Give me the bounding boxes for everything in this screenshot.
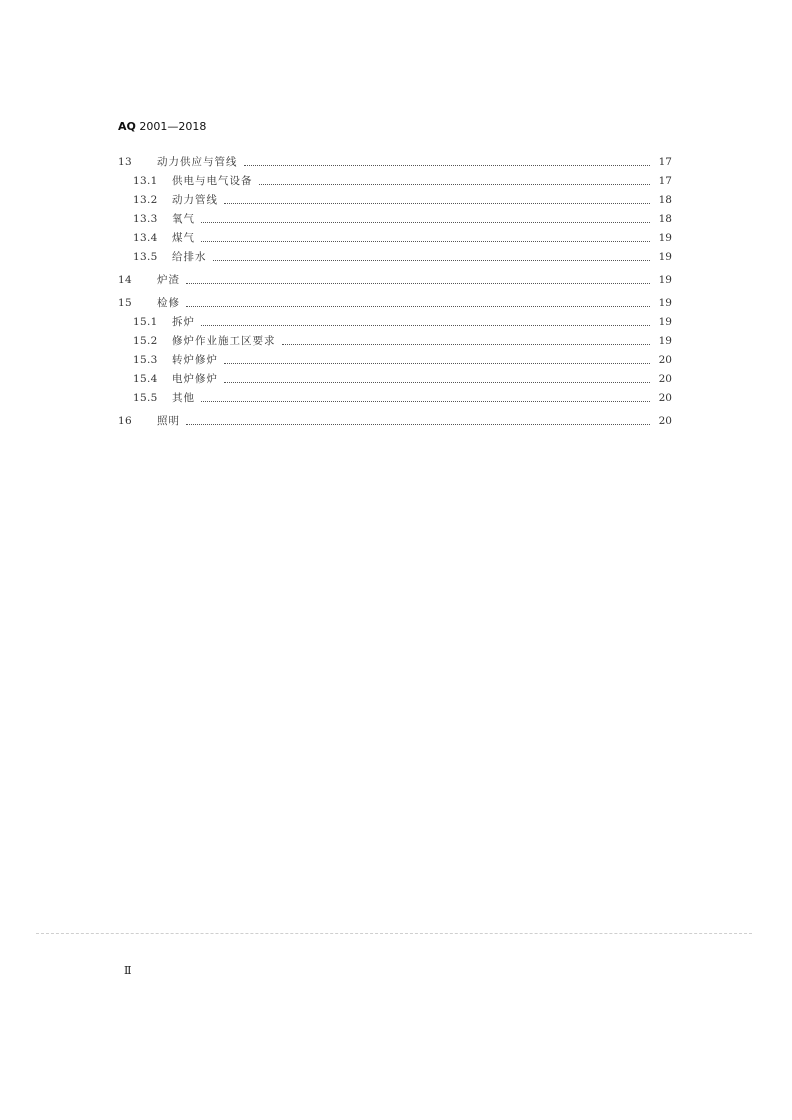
footer-divider — [36, 933, 752, 934]
toc-entry-title: 电炉修炉 — [172, 373, 218, 385]
toc-entry-page: 17 — [658, 155, 672, 168]
standard-code: AQ — [118, 120, 136, 133]
toc-entry-title: 动力管线 — [172, 194, 218, 206]
toc-entry-number: 13.3 — [133, 212, 158, 225]
toc-dot-leader — [224, 202, 650, 204]
standard-year: 2001—2018 — [139, 120, 207, 133]
toc-dot-leader — [244, 164, 651, 166]
toc-entry-title: 照明 — [157, 415, 180, 427]
toc-entry-title: 修炉作业施工区要求 — [172, 335, 276, 347]
toc-entry[interactable] — [118, 228, 672, 247]
toc-entry-page: 20 — [658, 372, 672, 385]
toc-dot-leader — [186, 282, 650, 284]
toc-dot-leader — [201, 240, 650, 242]
toc-entry[interactable] — [118, 247, 672, 266]
toc-entry-number: 15.1 — [133, 315, 158, 328]
toc-entry[interactable] — [118, 152, 672, 171]
toc-entry[interactable] — [118, 369, 672, 388]
toc-entry[interactable] — [118, 171, 672, 190]
toc-entry-page: 19 — [658, 250, 672, 263]
toc-entry-title: 炉渣 — [157, 274, 180, 286]
toc-entry-page: 19 — [658, 273, 672, 286]
toc-entry-number: 14 — [118, 273, 132, 286]
toc-entry-page: 18 — [658, 193, 672, 206]
toc-entry-number: 16 — [118, 414, 132, 427]
toc-entry[interactable] — [118, 293, 672, 312]
toc-entry-number: 15.3 — [133, 353, 158, 366]
toc-entry-number: 13.5 — [133, 250, 158, 263]
toc-entry-number: 15.4 — [133, 372, 158, 385]
toc-entry-page: 19 — [658, 296, 672, 309]
toc-entry-page: 20 — [658, 391, 672, 404]
toc-entry-title: 其他 — [172, 392, 195, 404]
toc-entry[interactable] — [118, 411, 672, 430]
toc-entry-title: 氧气 — [172, 213, 195, 225]
toc-dot-leader — [224, 381, 650, 383]
toc-entry-page: 17 — [658, 174, 672, 187]
toc-entry-number: 15.5 — [133, 391, 158, 404]
standard-number — [118, 120, 206, 133]
toc-dot-leader — [201, 221, 650, 223]
toc-entry-page: 19 — [658, 315, 672, 328]
toc-entry[interactable] — [118, 350, 672, 369]
toc-entry-number: 13.1 — [133, 174, 158, 187]
toc-entry-page: 19 — [658, 231, 672, 244]
toc-entry-title: 供电与电气设备 — [172, 175, 253, 187]
toc-dot-leader — [213, 259, 651, 261]
toc-entry[interactable] — [118, 312, 672, 331]
toc-entry[interactable] — [118, 270, 672, 289]
table-of-contents — [118, 152, 672, 430]
toc-dot-leader — [186, 423, 650, 425]
toc-dot-leader — [201, 400, 650, 402]
toc-entry-title: 检修 — [157, 297, 180, 309]
toc-entry[interactable] — [118, 190, 672, 209]
toc-entry-number: 15 — [118, 296, 132, 309]
toc-entry-title: 煤气 — [172, 232, 195, 244]
toc-dot-leader — [259, 183, 651, 185]
toc-entry[interactable] — [118, 388, 672, 407]
toc-entry-page: 20 — [658, 414, 672, 427]
toc-entry-number: 13.4 — [133, 231, 158, 244]
toc-entry-title: 给排水 — [172, 251, 207, 263]
toc-entry[interactable] — [118, 331, 672, 350]
toc-entry-title: 动力供应与管线 — [157, 156, 238, 168]
page-number: Ⅱ — [124, 964, 132, 977]
toc-entry[interactable] — [118, 209, 672, 228]
toc-entry-page: 20 — [658, 353, 672, 366]
toc-entry-number: 13 — [118, 155, 132, 168]
toc-entry-page: 19 — [658, 334, 672, 347]
toc-dot-leader — [186, 305, 650, 307]
toc-entry-title: 转炉修炉 — [172, 354, 218, 366]
toc-entry-number: 15.2 — [133, 334, 158, 347]
toc-dot-leader — [201, 324, 650, 326]
toc-dot-leader — [224, 362, 650, 364]
toc-entry-number: 13.2 — [133, 193, 158, 206]
toc-dot-leader — [282, 343, 651, 345]
toc-entry-title: 拆炉 — [172, 316, 195, 328]
toc-entry-page: 18 — [658, 212, 672, 225]
